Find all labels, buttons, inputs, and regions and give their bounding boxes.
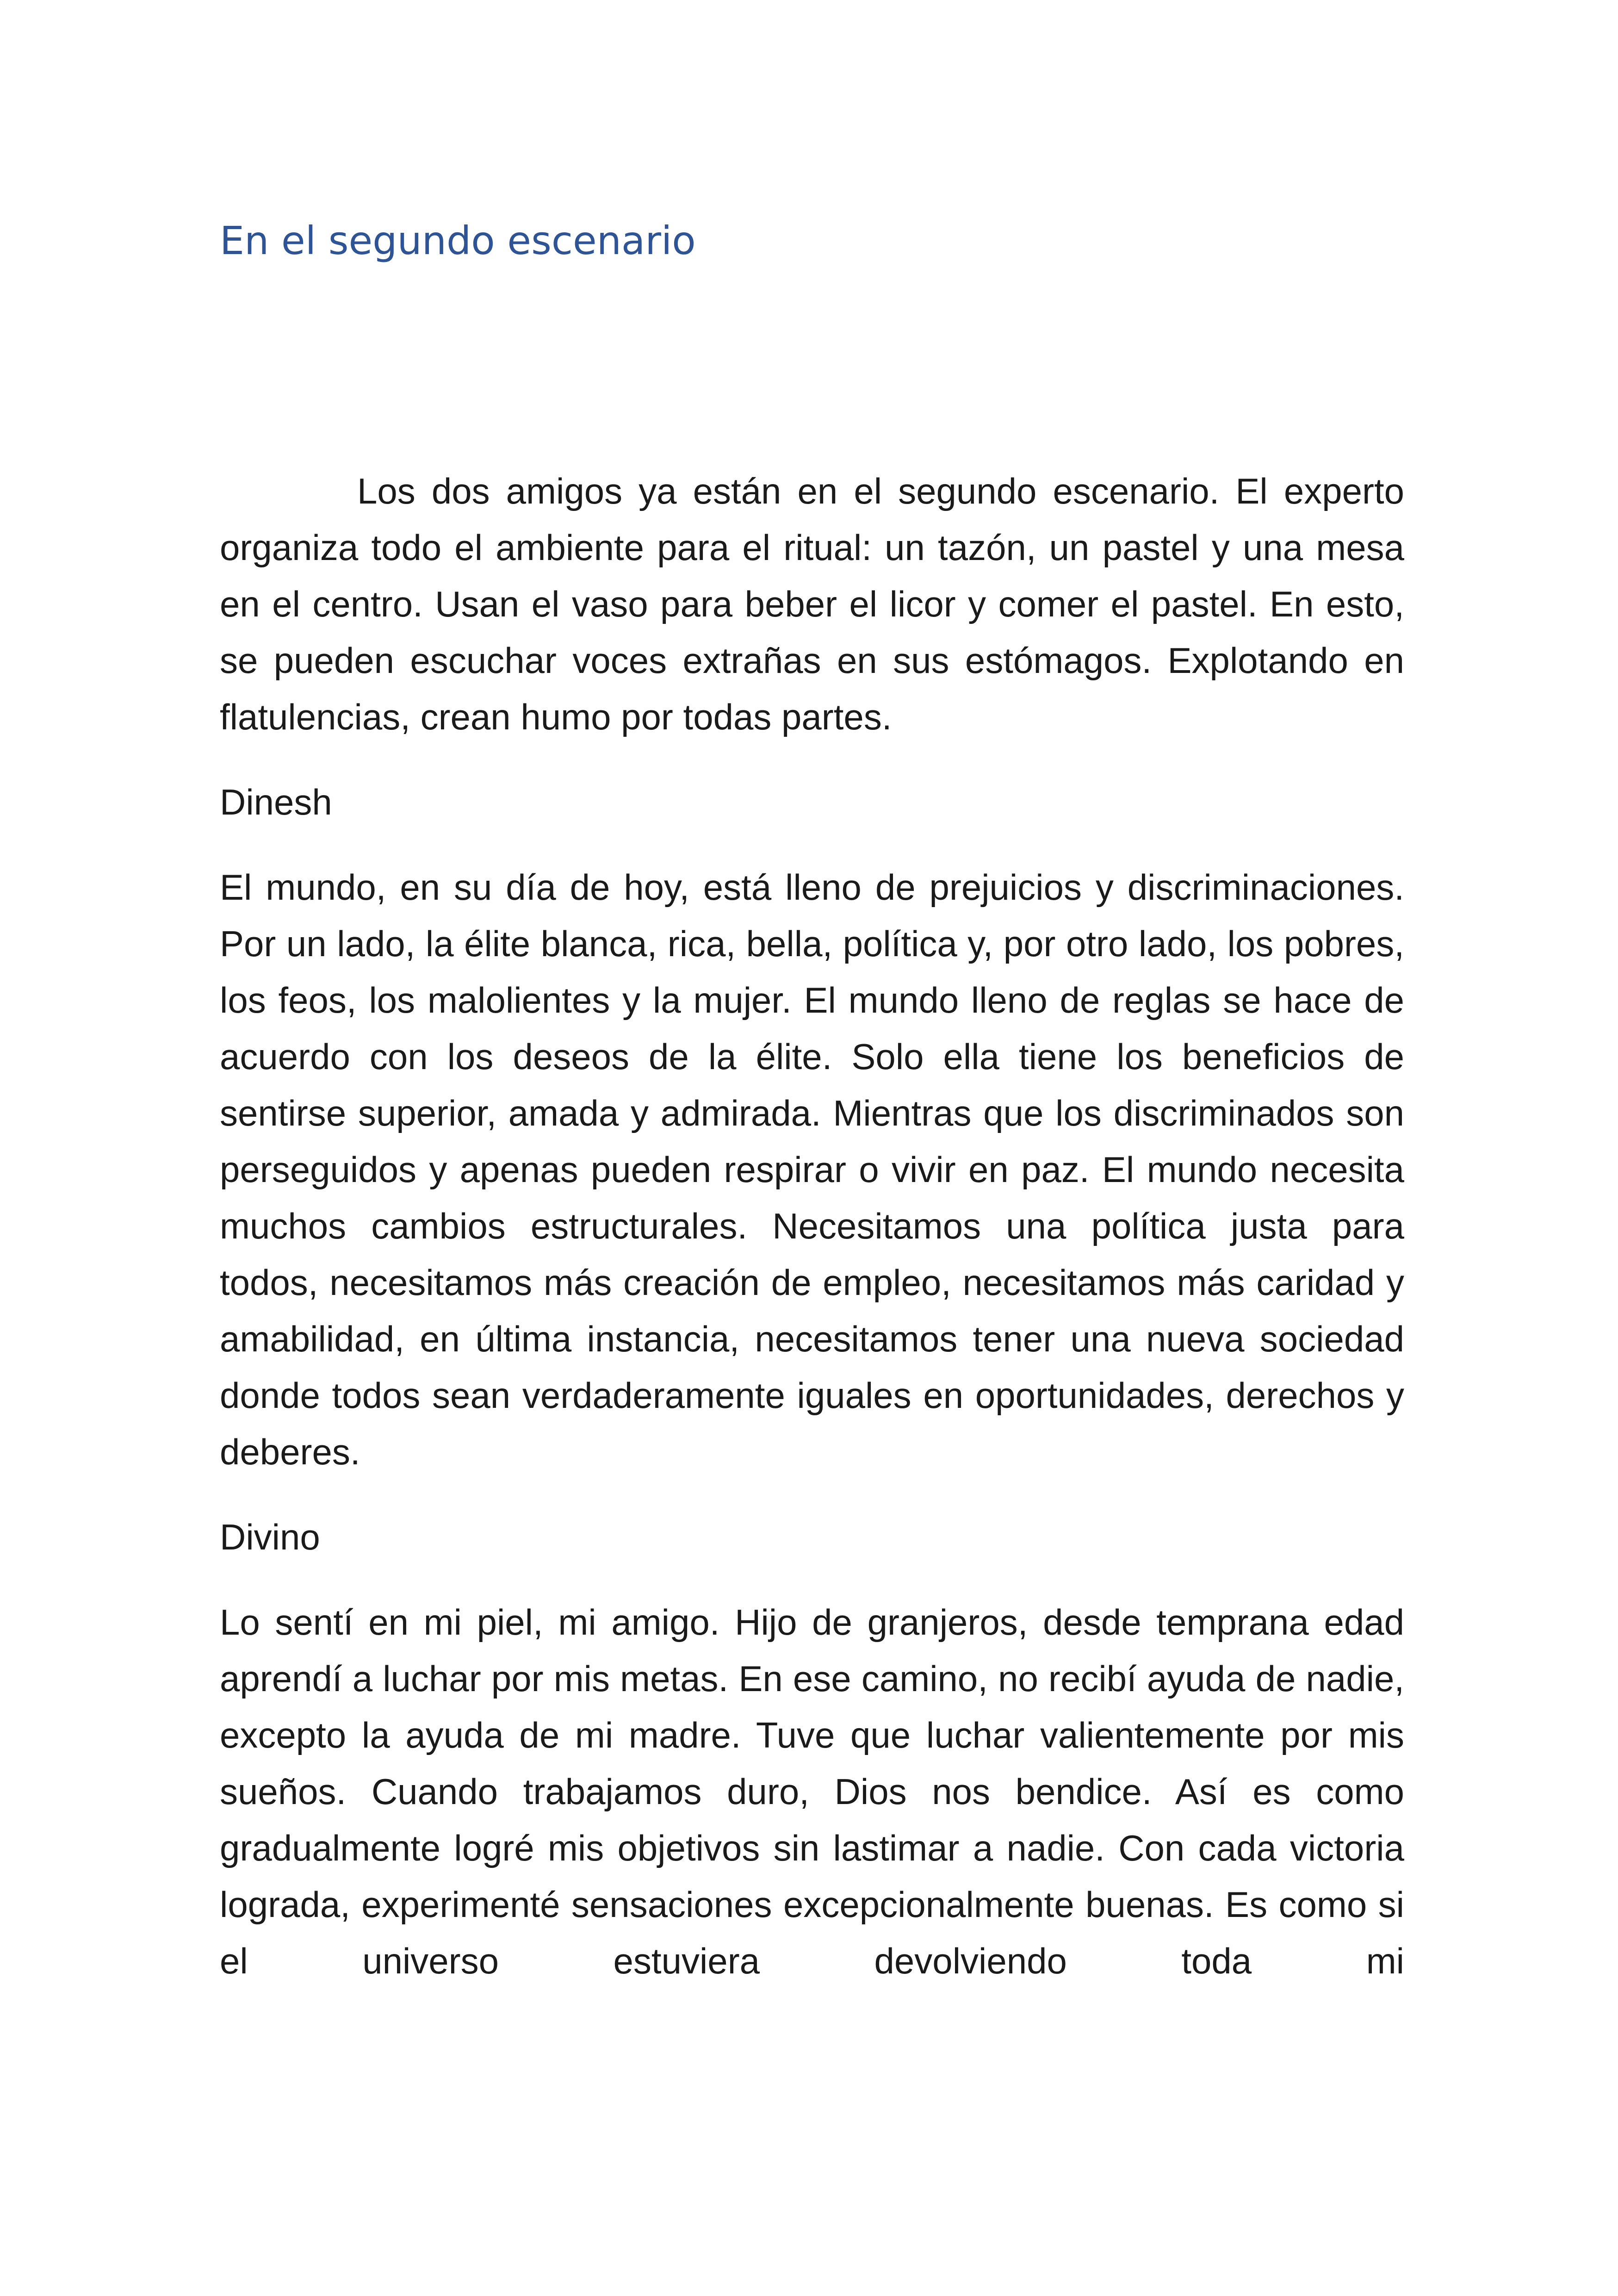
dinesh-speech-paragraph: El mundo, en su día de hoy, está lleno de prejuicios y discriminaciones. Por un lado, la élite blanca, rica, bella, política y, por otro lado, los pobres, los feos, los malolientes y la mujer. El mundo lleno de reglas se hace de acuerdo con los deseos de la élite. Solo ella tiene los beneficios de sentirse superior, amada y admirada. Mientras que los discriminados son perseguidos y apenas pueden respirar o vivir en paz. El mundo necesita muchos cambios estructurales. Necesitamos una política justa para todos, necesitamos más creación de empleo, necesitamos más caridad y amabilidad, en última instancia, necesitamos tener una nueva sociedad donde todos sean verdaderamente iguales en oportunidades, derechos y deberes. <box>220 867 1404 1472</box>
speaker-name-dinesh: Dinesh <box>220 782 332 822</box>
speaker-name-divino: Divino <box>220 1517 320 1557</box>
document-body <box>220 463 1404 1989</box>
intro-paragraph: Los dos amigos ya están en el segundo escenario. El experto organiza todo el ambiente para el ritual: un tazón, un pastel y una mesa en el centro. Usan el vaso para beber el licor y comer el pastel. En esto, se pueden escuchar voces extrañas en sus estómagos. Explotando en flatulencias, crean humo por todas partes. <box>220 471 1404 737</box>
section-heading: En el segundo escenario <box>220 218 696 263</box>
divino-speech-paragraph: Lo sentí en mi piel, mi amigo. Hijo de granjeros, desde temprana edad aprendí a luchar por mis metas. En ese camino, no recibí ayuda de nadie, excepto la ayuda de mi madre. Tuve que luchar valientemente por mis sueños. Cuando trabajamos duro, Dios nos bendice. Así es como gradualmente logré mis objetivos sin lastimar a nadie. Con cada victoria lograda, experimenté sensaciones excepcionalmente buenas. Es como si el universo estuviera devolviendo toda mi <box>220 1602 1404 1981</box>
